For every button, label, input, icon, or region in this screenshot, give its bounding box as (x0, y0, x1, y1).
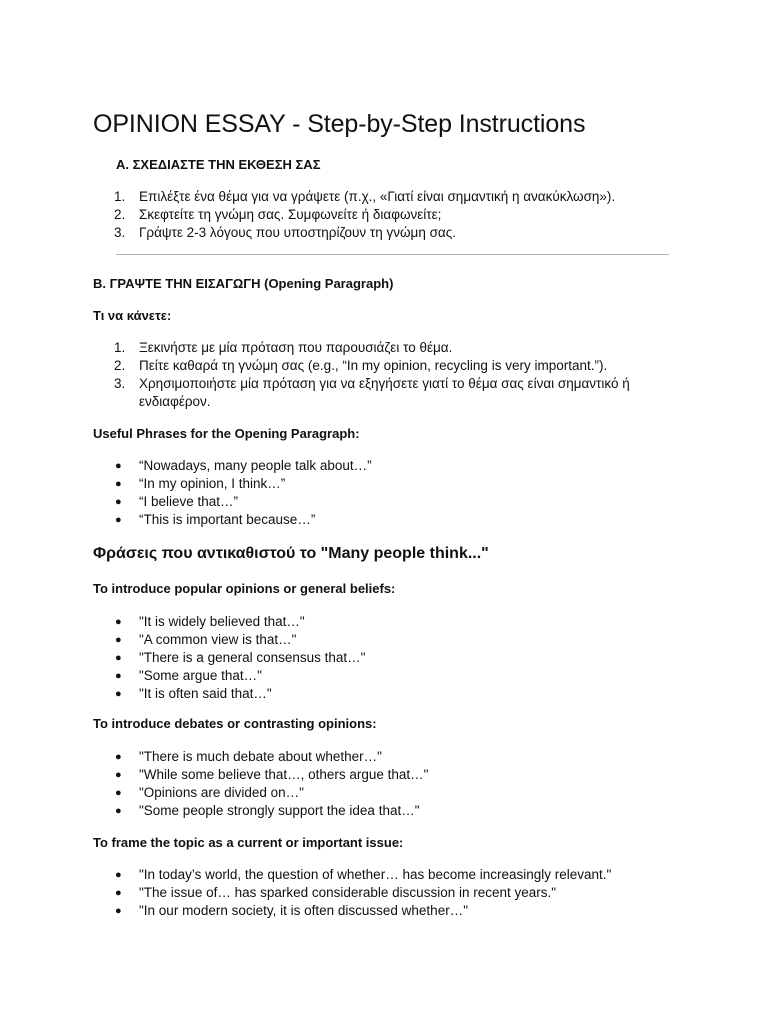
bullet-icon: ● (115, 616, 122, 628)
list-item-text: "A common view is that…" (139, 632, 297, 647)
list-item (93, 457, 673, 475)
group-heading-general-beliefs: To introduce popular opinions or general beliefs: (93, 581, 396, 596)
bullet-icon: ● (115, 787, 122, 799)
section-b-list (93, 339, 673, 411)
bullet-icon: ● (115, 688, 122, 700)
list-item (93, 224, 673, 242)
list-item (93, 884, 673, 902)
list-item-text: "There is much debate about whether…" (139, 749, 382, 764)
list-item-text: "The issue of… has sparked considerable discussion in recent years." (139, 885, 557, 900)
list-item-text: "There is a general consensus that…" (139, 650, 366, 665)
list-item-text: "It is often said that…" (139, 686, 272, 701)
list-item-text: “This is important because…” (139, 512, 316, 527)
bullet-icon: ● (115, 805, 122, 817)
bullet-icon: ● (115, 670, 122, 682)
list-item (93, 375, 673, 411)
list-item-text: "In today’s world, the question of whether… has become increasingly relevant." (139, 867, 612, 882)
general-beliefs-list (93, 613, 673, 703)
list-item (93, 649, 673, 667)
list-item (93, 766, 673, 784)
list-item (93, 631, 673, 649)
list-item (93, 613, 673, 631)
bullet-icon: ● (115, 769, 122, 781)
bullet-icon: ● (115, 478, 122, 490)
list-item-text: Επιλέξτε ένα θέμα για να γράψετε (π.χ., «Γιατί είναι σημαντική η ανακύκλωση»). (139, 189, 616, 204)
list-item (93, 475, 673, 493)
list-item-text: "It is widely believed that…" (139, 614, 305, 629)
list-number: 3. (114, 376, 126, 391)
list-item (93, 188, 673, 206)
group-heading-current-issue: To frame the topic as a current or important issue: (93, 835, 404, 850)
document-title: OPINION ESSAY - Step-by-Step Instructions (93, 110, 586, 138)
list-item-text: "Some people strongly support the idea that…" (139, 803, 420, 818)
bullet-icon: ● (115, 887, 122, 899)
bullet-icon: ● (115, 905, 122, 917)
bullet-icon: ● (115, 869, 122, 881)
list-item-text: "Opinions are divided on…" (139, 785, 304, 800)
list-item (93, 511, 673, 529)
list-number: 2. (114, 207, 126, 222)
list-item-text: Χρησιμοποιήστε μία πρόταση για να εξηγήσετε γιατί το θέμα σας είναι σημαντικό ή ενδιαφέρον. (139, 376, 630, 409)
current-issue-list (93, 866, 673, 920)
bullet-icon: ● (115, 496, 122, 508)
section-b-heading: B. ΓΡΑΨΤΕ ΤΗΝ ΕΙΣΑΓΩΓΗ (Opening Paragraph) (93, 276, 394, 291)
bullet-icon: ● (115, 514, 122, 526)
section-a-heading: A. ΣΧΕΔΙΑΣΤΕ ΤΗΝ ΕΚΘΕΣΗ ΣΑΣ (116, 157, 321, 172)
list-item (93, 685, 673, 703)
list-item (93, 357, 673, 375)
section-b-subheading: Τι να κάνετε: (93, 308, 172, 323)
list-item-text: “Nowadays, many people talk about…” (139, 458, 372, 473)
list-item-text: Πείτε καθαρά τη γνώμη σας (e.g., “In my opinion, recycling is very important.”). (139, 358, 608, 373)
group-heading-debates: To introduce debates or contrasting opinions: (93, 716, 377, 731)
list-item (93, 748, 673, 766)
list-number: 2. (114, 358, 126, 373)
list-item-text: Γράψτε 2-3 λόγους που υποστηρίζουν τη γνώμη σας. (139, 225, 456, 240)
list-item-text: "In our modern society, it is often discussed whether…" (139, 903, 468, 918)
bullet-icon: ● (115, 634, 122, 646)
debates-list (93, 748, 673, 820)
bullet-icon: ● (115, 751, 122, 763)
list-item (93, 339, 673, 357)
list-item (93, 667, 673, 685)
list-item (93, 206, 673, 224)
list-item-text: Ξεκινήστε με μία πρόταση που παρουσιάζει το θέμα. (139, 340, 453, 355)
phrases-heading: Useful Phrases for the Opening Paragraph: (93, 426, 360, 441)
list-item (93, 802, 673, 820)
bullet-icon: ● (115, 460, 122, 472)
list-item (93, 784, 673, 802)
bullet-icon: ● (115, 652, 122, 664)
section-a-list (93, 188, 673, 242)
list-item-text: “In my opinion, I think…” (139, 476, 286, 491)
list-item (93, 902, 673, 920)
list-item-text: “I believe that…” (139, 494, 239, 509)
phrases-list (93, 457, 673, 529)
alternatives-heading: Φράσεις που αντικαθιστού το "Many people think..." (93, 545, 489, 562)
list-item-text: Σκεφτείτε τη γνώμη σας. Συμφωνείτε ή διαφωνείτε; (139, 207, 442, 222)
list-number: 1. (114, 189, 126, 204)
list-item-text: "While some believe that…, others argue that…" (139, 767, 429, 782)
list-item (93, 493, 673, 511)
horizontal-divider (116, 254, 669, 255)
list-number: 1. (114, 340, 126, 355)
list-item (93, 866, 673, 884)
list-number: 3. (114, 225, 126, 240)
list-item-text: "Some argue that…" (139, 668, 262, 683)
